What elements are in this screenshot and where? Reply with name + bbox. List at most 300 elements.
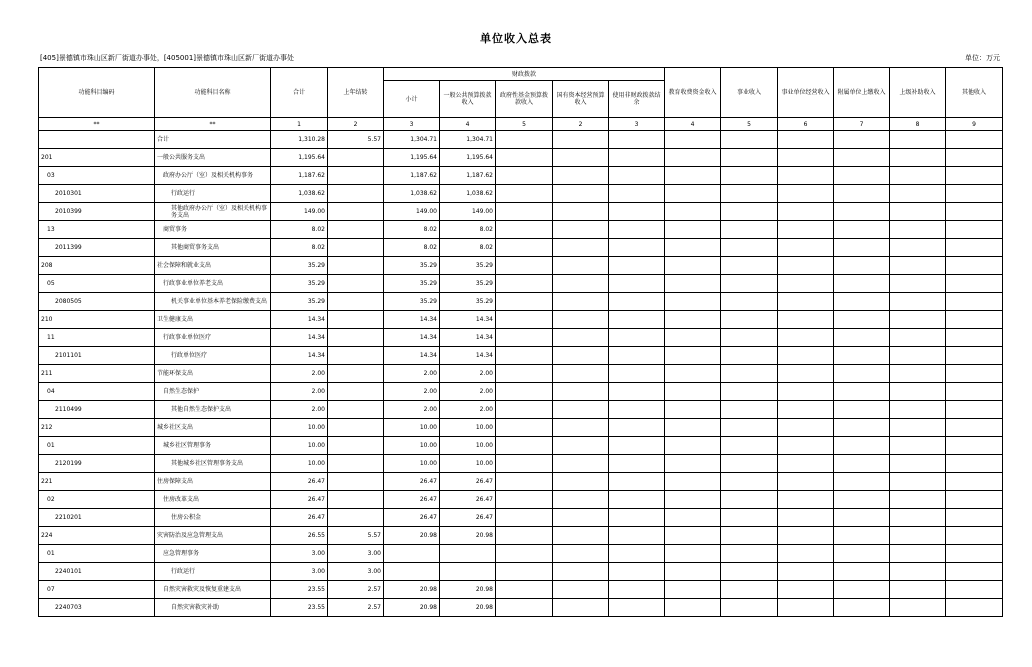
name-cell: 其他自然生态保护支出 (155, 401, 271, 419)
empty-cell (553, 437, 609, 455)
subtotal-cell (384, 563, 440, 581)
table-row (39, 167, 1003, 185)
empty-cell (609, 131, 665, 149)
total-cell: 8.02 (271, 221, 328, 239)
empty-cell (946, 383, 1003, 401)
empty-cell (665, 581, 721, 599)
empty-cell (946, 437, 1003, 455)
index-cell: 1 (271, 118, 328, 131)
empty-cell (890, 419, 946, 437)
code-cell: 13 (39, 221, 155, 239)
subtotal-cell: 35.29 (384, 257, 440, 275)
total-cell: 8.02 (271, 239, 328, 257)
empty-cell (946, 275, 1003, 293)
empty-cell (721, 527, 778, 545)
subtotal-cell: 14.34 (384, 311, 440, 329)
header-attached: 附属单位上缴收入 (834, 68, 890, 118)
empty-cell (721, 167, 778, 185)
prev-cell (328, 239, 384, 257)
empty-cell (721, 437, 778, 455)
name-cell: 城乡社区管理事务 (155, 437, 271, 455)
empty-cell (890, 185, 946, 203)
empty-cell (553, 527, 609, 545)
empty-cell (946, 329, 1003, 347)
empty-cell (778, 509, 834, 527)
empty-cell (609, 203, 665, 221)
subtotal-cell: 20.98 (384, 581, 440, 599)
empty-cell (553, 473, 609, 491)
table-row (39, 257, 1003, 275)
prev-cell (328, 401, 384, 419)
table-row (39, 401, 1003, 419)
name-cell: 城乡社区支出 (155, 419, 271, 437)
empty-cell (496, 365, 553, 383)
empty-cell (890, 221, 946, 239)
empty-cell (609, 347, 665, 365)
index-cell: 9 (946, 118, 1003, 131)
empty-cell (496, 491, 553, 509)
empty-cell (496, 221, 553, 239)
empty-cell (496, 383, 553, 401)
empty-cell (553, 239, 609, 257)
empty-cell (496, 527, 553, 545)
empty-cell (778, 167, 834, 185)
prev-cell (328, 221, 384, 239)
empty-cell (496, 257, 553, 275)
total-cell: 14.34 (271, 347, 328, 365)
empty-cell (665, 311, 721, 329)
empty-cell (834, 545, 890, 563)
empty-cell (609, 329, 665, 347)
empty-cell (721, 545, 778, 563)
empty-cell (553, 293, 609, 311)
empty-cell (496, 401, 553, 419)
total-cell: 10.00 (271, 419, 328, 437)
empty-cell (946, 491, 1003, 509)
empty-cell (665, 275, 721, 293)
empty-cell (609, 545, 665, 563)
name-cell: 节能环保支出 (155, 365, 271, 383)
general-cell: 20.98 (440, 599, 496, 617)
prev-cell: 2.57 (328, 599, 384, 617)
empty-cell (946, 311, 1003, 329)
empty-cell (496, 563, 553, 581)
empty-cell (778, 545, 834, 563)
empty-cell (890, 491, 946, 509)
table-row (39, 509, 1003, 527)
empty-cell (778, 257, 834, 275)
header-other: 其他收入 (946, 68, 1003, 118)
empty-cell (721, 365, 778, 383)
empty-cell (496, 185, 553, 203)
empty-cell (890, 167, 946, 185)
empty-cell (890, 437, 946, 455)
prev-cell: 3.00 (328, 563, 384, 581)
empty-cell (721, 185, 778, 203)
subtotal-cell: 10.00 (384, 419, 440, 437)
total-cell: 10.00 (271, 455, 328, 473)
index-cell: 6 (778, 118, 834, 131)
index-row (39, 118, 1003, 131)
name-cell: 其他城乡社区管理事务支出 (155, 455, 271, 473)
empty-cell (553, 581, 609, 599)
general-cell: 20.98 (440, 527, 496, 545)
empty-cell (496, 455, 553, 473)
empty-cell (496, 131, 553, 149)
table-row (39, 383, 1003, 401)
empty-cell (946, 473, 1003, 491)
header-business: 事业收入 (721, 68, 778, 118)
header-nonfiscal: 使用非财政拨款结余 (609, 81, 665, 118)
total-cell: 1,187.62 (271, 167, 328, 185)
empty-cell (834, 581, 890, 599)
name-cell: 行政单位医疗 (155, 347, 271, 365)
subtotal-cell: 8.02 (384, 239, 440, 257)
general-cell: 2.00 (440, 401, 496, 419)
general-cell: 1,038.62 (440, 185, 496, 203)
table-row (39, 131, 1003, 149)
subtotal-cell: 1,038.62 (384, 185, 440, 203)
code-cell: 2210201 (39, 509, 155, 527)
prev-cell (328, 203, 384, 221)
table-row (39, 581, 1003, 599)
total-cell: 14.34 (271, 329, 328, 347)
empty-cell (665, 293, 721, 311)
empty-cell (946, 239, 1003, 257)
total-cell: 26.47 (271, 473, 328, 491)
table-body (39, 131, 1003, 617)
empty-cell (609, 563, 665, 581)
empty-cell (665, 599, 721, 617)
general-cell (440, 563, 496, 581)
index-cell: 5 (496, 118, 553, 131)
empty-cell (778, 401, 834, 419)
name-cell: 行政运行 (155, 563, 271, 581)
empty-cell (665, 419, 721, 437)
prev-cell (328, 473, 384, 491)
prev-cell: 5.57 (328, 131, 384, 149)
empty-cell (946, 545, 1003, 563)
unit-label: 单位：万元 (965, 54, 1000, 62)
empty-cell (721, 419, 778, 437)
empty-cell (778, 239, 834, 257)
table-row (39, 419, 1003, 437)
empty-cell (834, 509, 890, 527)
general-cell (440, 545, 496, 563)
subtotal-cell: 26.47 (384, 473, 440, 491)
empty-cell (946, 347, 1003, 365)
code-cell: 07 (39, 581, 155, 599)
empty-cell (553, 275, 609, 293)
total-cell: 3.00 (271, 545, 328, 563)
table-row (39, 239, 1003, 257)
empty-cell (834, 131, 890, 149)
empty-cell (496, 167, 553, 185)
header-subsidy: 上级补助收入 (890, 68, 946, 118)
header-general: 一般公共预算拨款收入 (440, 81, 496, 118)
total-cell: 35.29 (271, 275, 328, 293)
general-cell: 26.47 (440, 509, 496, 527)
table-row (39, 185, 1003, 203)
name-cell: 商贸事务 (155, 221, 271, 239)
prev-cell: 5.57 (328, 527, 384, 545)
empty-cell (834, 599, 890, 617)
empty-cell (946, 185, 1003, 203)
empty-cell (496, 329, 553, 347)
empty-cell (890, 203, 946, 221)
empty-cell (665, 257, 721, 275)
subtotal-cell: 149.00 (384, 203, 440, 221)
empty-cell (553, 347, 609, 365)
empty-cell (609, 185, 665, 203)
empty-cell (946, 599, 1003, 617)
empty-cell (778, 473, 834, 491)
prev-cell (328, 437, 384, 455)
empty-cell (834, 419, 890, 437)
empty-cell (890, 383, 946, 401)
name-cell: 自然生态保护 (155, 383, 271, 401)
table-row (39, 563, 1003, 581)
empty-cell (834, 149, 890, 167)
empty-cell (665, 527, 721, 545)
empty-cell (553, 401, 609, 419)
empty-cell (834, 455, 890, 473)
name-cell: 机关事业单位基本养老保险缴费支出 (155, 293, 271, 311)
empty-cell (721, 473, 778, 491)
index-cell: 3 (609, 118, 665, 131)
empty-cell (890, 365, 946, 383)
empty-cell (890, 347, 946, 365)
subtotal-cell: 10.00 (384, 437, 440, 455)
empty-cell (890, 149, 946, 167)
index-cell: ** (39, 118, 155, 131)
name-cell: 灾害防治及应急管理支出 (155, 527, 271, 545)
empty-cell (496, 275, 553, 293)
empty-cell (890, 131, 946, 149)
empty-cell (890, 401, 946, 419)
code-cell: 2101101 (39, 347, 155, 365)
general-cell: 35.29 (440, 257, 496, 275)
subtotal-cell: 1,304.71 (384, 131, 440, 149)
index-cell: 4 (440, 118, 496, 131)
empty-cell (721, 383, 778, 401)
empty-cell (721, 275, 778, 293)
general-cell: 1,187.62 (440, 167, 496, 185)
name-cell: 行政事业单位养老支出 (155, 275, 271, 293)
empty-cell (553, 599, 609, 617)
empty-cell (496, 239, 553, 257)
name-cell: 自然灾害救灾补助 (155, 599, 271, 617)
empty-cell (609, 293, 665, 311)
empty-cell (834, 167, 890, 185)
index-cell: 2 (553, 118, 609, 131)
name-cell: 行政事业单位医疗 (155, 329, 271, 347)
empty-cell (778, 563, 834, 581)
general-cell: 14.34 (440, 329, 496, 347)
empty-cell (496, 293, 553, 311)
prev-cell (328, 185, 384, 203)
name-cell: 其他商贸事务支出 (155, 239, 271, 257)
general-cell: 1,304.71 (440, 131, 496, 149)
prev-cell (328, 329, 384, 347)
empty-cell (553, 167, 609, 185)
general-cell: 10.00 (440, 455, 496, 473)
total-cell: 14.34 (271, 311, 328, 329)
empty-cell (721, 293, 778, 311)
name-cell: 住房公积金 (155, 509, 271, 527)
general-cell: 26.47 (440, 473, 496, 491)
empty-cell (553, 203, 609, 221)
general-cell: 35.29 (440, 293, 496, 311)
empty-cell (496, 437, 553, 455)
subtotal-cell: 1,187.62 (384, 167, 440, 185)
empty-cell (778, 581, 834, 599)
empty-cell (721, 455, 778, 473)
header-total: 合计 (271, 68, 328, 118)
general-cell: 10.00 (440, 419, 496, 437)
general-cell: 35.29 (440, 275, 496, 293)
table-row (39, 473, 1003, 491)
empty-cell (665, 545, 721, 563)
table-row (39, 437, 1003, 455)
code-cell: 212 (39, 419, 155, 437)
prev-cell (328, 455, 384, 473)
empty-cell (721, 599, 778, 617)
empty-cell (553, 491, 609, 509)
code-cell: 2120199 (39, 455, 155, 473)
empty-cell (553, 185, 609, 203)
subtotal-cell: 8.02 (384, 221, 440, 239)
empty-cell (946, 257, 1003, 275)
table-row (39, 149, 1003, 167)
header-fiscal-group: 财政拨款 (384, 68, 665, 81)
name-cell: 自然灾害救灾及恢复重建支出 (155, 581, 271, 599)
header-name: 功能科目名称 (155, 68, 271, 118)
code-cell: 11 (39, 329, 155, 347)
empty-cell (946, 401, 1003, 419)
empty-cell (778, 221, 834, 239)
empty-cell (834, 185, 890, 203)
empty-cell (890, 581, 946, 599)
empty-cell (890, 275, 946, 293)
prev-cell (328, 275, 384, 293)
empty-cell (553, 365, 609, 383)
code-cell: 208 (39, 257, 155, 275)
empty-cell (609, 527, 665, 545)
empty-cell (778, 383, 834, 401)
empty-cell (665, 473, 721, 491)
empty-cell (834, 473, 890, 491)
empty-cell (778, 455, 834, 473)
subtotal-cell: 2.00 (384, 383, 440, 401)
name-cell: 行政运行 (155, 185, 271, 203)
empty-cell (609, 383, 665, 401)
index-cell: 8 (890, 118, 946, 131)
table-row (39, 293, 1003, 311)
code-cell: 03 (39, 167, 155, 185)
general-cell: 1,195.64 (440, 149, 496, 167)
empty-cell (946, 167, 1003, 185)
total-cell: 1,038.62 (271, 185, 328, 203)
table-row (39, 491, 1003, 509)
empty-cell (665, 185, 721, 203)
total-cell: 149.00 (271, 203, 328, 221)
empty-cell (778, 275, 834, 293)
code-cell (39, 131, 155, 149)
subtotal-cell: 1,195.64 (384, 149, 440, 167)
empty-cell (721, 563, 778, 581)
index-cell: 4 (665, 118, 721, 131)
empty-cell (946, 455, 1003, 473)
empty-cell (778, 365, 834, 383)
empty-cell (834, 527, 890, 545)
table-row (39, 311, 1003, 329)
empty-cell (890, 239, 946, 257)
subtotal-cell: 20.98 (384, 527, 440, 545)
general-cell: 20.98 (440, 581, 496, 599)
empty-cell (665, 203, 721, 221)
header-govfund: 政府性基金预算拨款收入 (496, 81, 553, 118)
code-cell: 2240101 (39, 563, 155, 581)
empty-cell (834, 311, 890, 329)
empty-cell (946, 509, 1003, 527)
empty-cell (553, 311, 609, 329)
empty-cell (721, 257, 778, 275)
empty-cell (553, 419, 609, 437)
empty-cell (665, 329, 721, 347)
empty-cell (609, 167, 665, 185)
empty-cell (890, 545, 946, 563)
empty-cell (946, 149, 1003, 167)
empty-cell (665, 131, 721, 149)
name-cell: 卫生健康支出 (155, 311, 271, 329)
header-biz-op: 事业单位经营收入 (778, 68, 834, 118)
unit-name: [405]景德镇市珠山区新厂街道办事处，[405001]景德镇市珠山区新厂街道办事处 (40, 54, 295, 62)
empty-cell (609, 491, 665, 509)
empty-cell (778, 419, 834, 437)
prev-cell (328, 311, 384, 329)
empty-cell (946, 563, 1003, 581)
empty-cell (778, 149, 834, 167)
empty-cell (665, 239, 721, 257)
name-cell: 政府办公厅（室）及相关机构事务 (155, 167, 271, 185)
empty-cell (834, 203, 890, 221)
empty-cell (946, 131, 1003, 149)
empty-cell (609, 221, 665, 239)
empty-cell (834, 347, 890, 365)
table-row (39, 275, 1003, 293)
empty-cell (553, 563, 609, 581)
subtotal-cell (384, 545, 440, 563)
general-cell: 10.00 (440, 437, 496, 455)
empty-cell (665, 491, 721, 509)
empty-cell (946, 293, 1003, 311)
empty-cell (665, 509, 721, 527)
total-cell: 2.00 (271, 365, 328, 383)
empty-cell (721, 221, 778, 239)
total-cell: 35.29 (271, 257, 328, 275)
empty-cell (721, 347, 778, 365)
empty-cell (553, 509, 609, 527)
empty-cell (890, 329, 946, 347)
table-row (39, 221, 1003, 239)
index-cell: 5 (721, 118, 778, 131)
income-table (38, 67, 1003, 617)
header-subtotal: 小计 (384, 81, 440, 118)
subtotal-cell: 26.47 (384, 491, 440, 509)
empty-cell (778, 437, 834, 455)
empty-cell (778, 491, 834, 509)
